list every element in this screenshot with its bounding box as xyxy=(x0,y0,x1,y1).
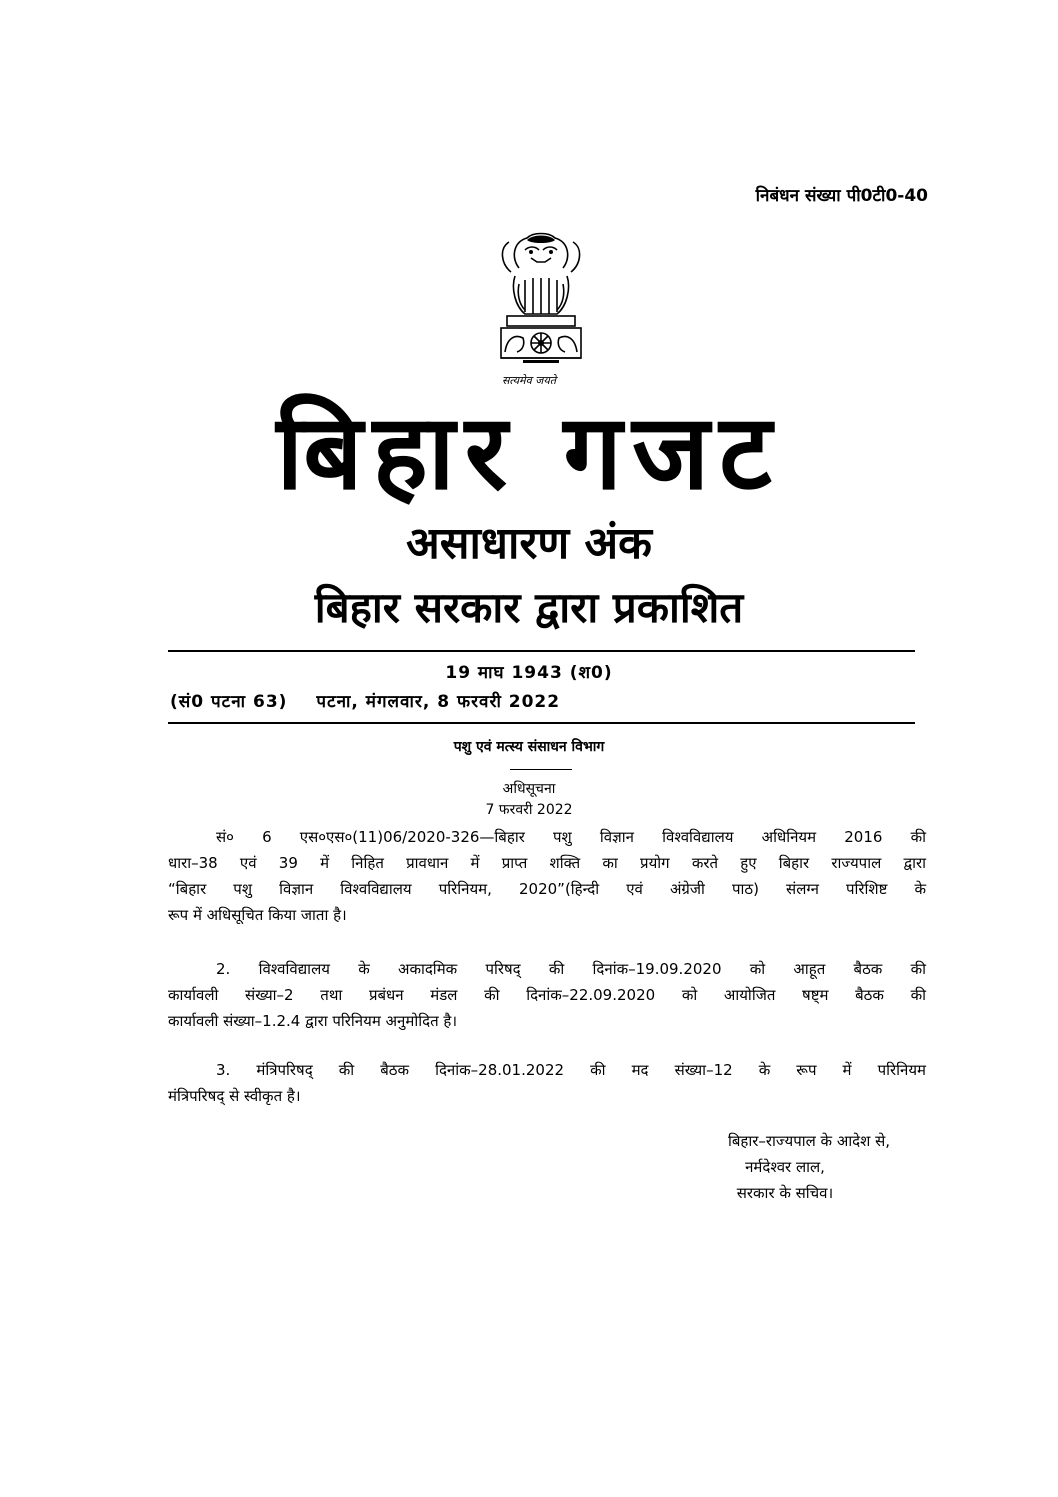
issue-line xyxy=(170,689,560,712)
issue-place-date: पटना, मंगलवार, 8 फरवरी 2022 xyxy=(316,692,561,712)
issue-number: (सं0 पटना 63) xyxy=(170,692,288,712)
emblem-motto: सत्यमेव जयते xyxy=(501,374,556,387)
paragraph-line: मंत्रिपरिषद् से स्वीकृत है। xyxy=(168,1087,301,1105)
paragraph-2 xyxy=(168,956,926,1034)
paragraph-1 xyxy=(168,824,926,928)
publisher-line: बिहार सरकार द्वारा प्रकाशित xyxy=(314,583,744,632)
paragraph-line: रूप में अधिसूचित किया जाता है। xyxy=(168,906,347,924)
paragraph-line: कार्यावली संख्या–2 तथा प्रबंधन मंडल की दिनांक–22.09.2020 को आयोजित षष्ट्म बैठक की xyxy=(168,986,926,1004)
notification-heading: अधिसूचना xyxy=(502,781,556,797)
paragraph-line: धारा–38 एवं 39 में निहित प्रावधान में प्राप्त शक्ति का प्रयोग करते हुए बिहार राज्यपाल द्वारा xyxy=(168,854,926,872)
paragraph-line: सं० 6 एस०एस०(11)06/2020-326—बिहार पशु विज्ञान विश्वविद्यालय अधिनियम 2016 की xyxy=(216,828,926,846)
saka-date: 19 माघ 1943 (श0) xyxy=(445,663,613,683)
paragraph-line: “बिहार पशु विज्ञान विश्वविद्यालय परिनियम, 2020”(हिन्दी एवं अंग्रेजी पाठ) संलग्न परिशिष्ट के xyxy=(168,880,926,898)
signature-block xyxy=(640,1128,930,1206)
department-name: पशु एवं मत्स्य संसाधन विभाग xyxy=(453,739,605,755)
gazette-subtitle: असाधारण अंक xyxy=(406,518,652,569)
paragraph-3 xyxy=(168,1057,926,1109)
notification-date: 7 फरवरी 2022 xyxy=(485,802,573,818)
header-divider-top xyxy=(168,650,915,652)
registration-number: निबंधन संख्या पी0टी0-40 xyxy=(755,186,928,206)
signatory-name: नर्मदेश्वर लाल, xyxy=(745,1158,825,1176)
signature-order: बिहार–राज्यपाल के आदेश से, xyxy=(727,1132,890,1150)
paragraph-line: 2. विश्वविद्यालय के अकादमिक परिषद् की दिनांक–19.09.2020 को आहूत बैठक की xyxy=(216,960,926,978)
gazette-title: बिहार गजट xyxy=(276,391,782,513)
short-divider xyxy=(510,769,572,770)
signatory-designation: सरकार के सचिव। xyxy=(736,1184,834,1202)
header-divider-bottom xyxy=(168,722,915,724)
paragraph-line: कार्यावली संख्या–1.2.4 द्वारा परिनियम अनुमोदित है। xyxy=(168,1012,458,1030)
national-emblem-icon xyxy=(481,228,601,388)
paragraph-line: 3. मंत्रिपरिषद् की बैठक दिनांक–28.01.2022 की मद संख्या–12 के रूप में परिनियम xyxy=(216,1061,926,1079)
